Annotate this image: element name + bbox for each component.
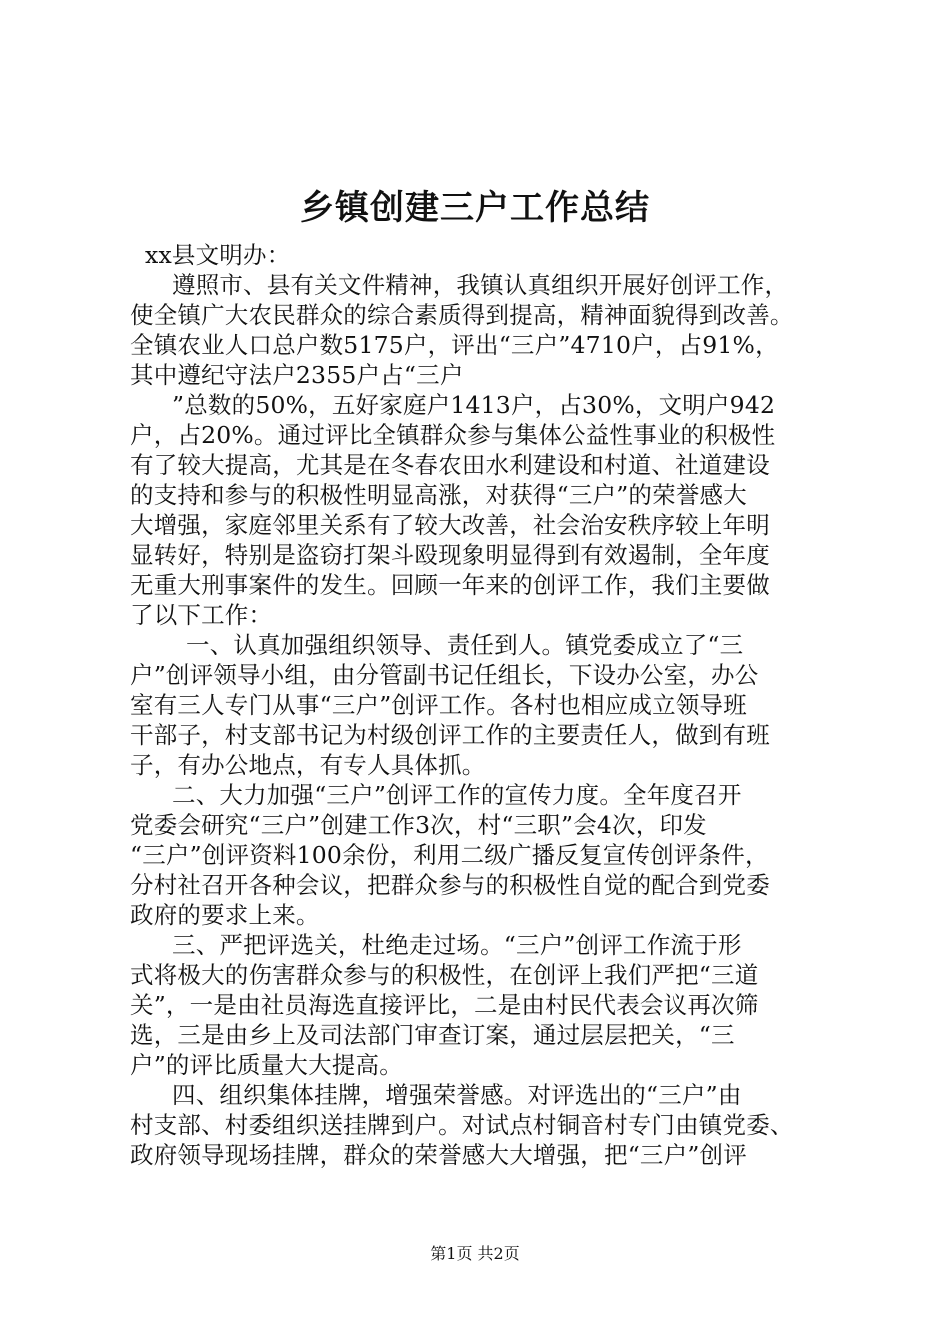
paragraph-line: 全镇农业人口总户数5175户，评出“三户”4710户，占91%， [130, 331, 779, 359]
paragraph-line: 的支持和参与的积极性明显高涨，对获得“三户”的荣誉感大 [130, 481, 747, 509]
paragraph-line: 户”创评领导小组，由分管副书记任组长，下设办公室，办公 [130, 661, 759, 689]
paragraph-line: 干部子，村支部书记为村级创评工作的主要责任人，做到有班 [130, 721, 770, 749]
paragraph-line: 户”的评比质量大大提高。 [130, 1051, 403, 1079]
section-two-line: 二、大力加强“三户”创评工作的宣传力度。全年度召开 [172, 781, 742, 809]
salutation-line: xx县文明办： [145, 241, 291, 269]
document-title: 乡镇创建三户工作总结 [300, 188, 650, 228]
paragraph-line: 党委会研究“三户”创建工作3次，村“三职”会4次，印发 [130, 811, 707, 839]
paragraph-line: 了以下工作： [130, 601, 273, 629]
section-three-line: 三、严把评选关，杜绝走过场。“三户”创评工作流于形 [172, 931, 742, 959]
paragraph-line: 使全镇广大农民群众的综合素质得到提高，精神面貌得到改善。 [130, 301, 794, 329]
paragraph-line: 式将极大的伤害群众参与的积极性，在创评上我们严把“三道 [130, 961, 759, 989]
section-four-line: 四、组织集体挂牌，增强荣誉感。对评选出的“三户”由 [172, 1081, 742, 1109]
paragraph-line: 子，有办公地点，有专人具体抓。 [130, 751, 486, 779]
paragraph-line: 室有三人专门从事“三户”创评工作。各村也相应成立领导班 [130, 691, 747, 719]
paragraph-line: 大增强，家庭邻里关系有了较大改善，社会治安秩序较上年明 [130, 511, 770, 539]
paragraph-line: 户，占20%。通过评比全镇群众参与集体公益性事业的积极性 [130, 421, 776, 449]
paragraph-line: 分村社召开各种会议，把群众参与的积极性自觉的配合到党委 [130, 871, 770, 899]
paragraph-line: “三户”创评资料100余份，利用二级广播反复宣传创评条件， [130, 841, 769, 869]
paragraph-line: 无重大刑事案件的发生。回顾一年来的创评工作，我们主要做 [130, 571, 770, 599]
paragraph-line: 遵照市、县有关文件精神，我镇认真组织开展好创评工作， [172, 271, 789, 299]
paragraph-line: 选，三是由乡上及司法部门审查订案，通过层层把关，“三 [130, 1021, 735, 1049]
paragraph-line: 政府领导现场挂牌，群众的荣誉感大大增强，把“三户”创评 [130, 1141, 747, 1169]
page-number-footer: 第1页 共2页 [430, 1244, 520, 1263]
paragraph-line: 其中遵纪守法户2355户占“三户 [130, 361, 464, 389]
section-one-line: 一、认真加强组织领导、责任到人。镇党委成立了“三 [186, 631, 744, 659]
paragraph-line: 政府的要求上来。 [130, 901, 320, 929]
paragraph-line: 村支部、村委组织送挂牌到户。对试点村铜音村专门由镇党委、 [130, 1111, 794, 1139]
paragraph-line: 有了较大提高，尤其是在冬春农田水利建设和村道、社道建设 [130, 451, 770, 479]
document-body [130, 240, 836, 1170]
paragraph-line: 关”，一是由社员海选直接评比，二是由村民代表会议再次筛 [130, 991, 759, 1019]
paragraph-line: 显转好，特别是盗窃打架斗殴现象明显得到有效遏制，全年度 [130, 541, 770, 569]
paragraph-line: ”总数的50%，五好家庭户1413户，占30%，文明户942 [172, 391, 776, 419]
